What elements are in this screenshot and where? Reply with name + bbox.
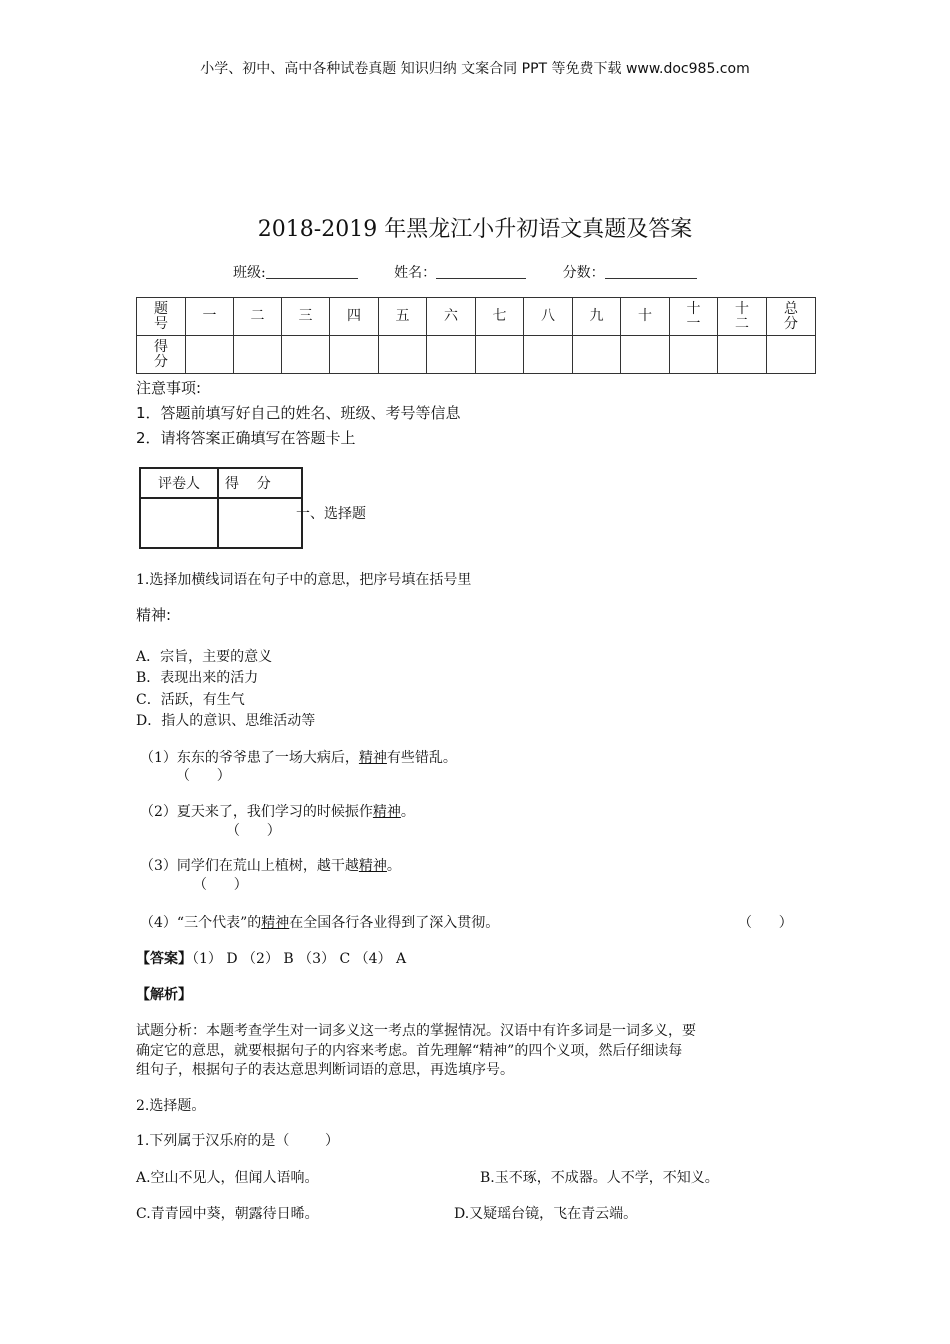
option-item: A.空山不见人，但闻人语响。 [136, 1170, 319, 1186]
score-cell [767, 336, 816, 374]
analysis-label: 【解析】 [136, 987, 192, 1003]
score-table [136, 297, 816, 374]
score-cell [330, 336, 379, 374]
option-item: D．指人的意识、思维活动等 [136, 713, 316, 729]
score-col-header: 九 [573, 298, 621, 336]
class-label: 班级: [233, 265, 266, 281]
score-cell [670, 336, 718, 374]
score-col-header: 总分 [767, 298, 816, 336]
score-col-header: 四 [330, 298, 379, 336]
score-cell [186, 336, 234, 374]
underlined-word: 精神 [358, 858, 387, 874]
option-item: B．表现出来的活力 [136, 670, 259, 686]
score-col-header: 十 [621, 298, 670, 336]
score-cell [621, 336, 670, 374]
score-cell [573, 336, 621, 374]
score-label: 分数： [562, 265, 605, 281]
score-col-header: 六 [427, 298, 476, 336]
option-item: C．活跃，有生气 [136, 692, 245, 708]
notes-title: 注意事项: [136, 379, 202, 397]
option-item: B.玉不琢，不成器。人不学，不知义。 [480, 1170, 719, 1186]
score-col-header: 十一 [670, 298, 718, 336]
answer-text: （1） D （2） B （3） C （4） A [192, 951, 407, 967]
sentence-item: （3）同学们在荒山上植树，越干越精神。 [140, 858, 401, 874]
option-item: A．宗旨，主要的意义 [136, 649, 273, 665]
name-blank [436, 264, 526, 279]
name-field [394, 262, 526, 282]
option-item: C.青青园中葵，朝露待日晞。 [136, 1206, 319, 1222]
question-title: 2.选择题。 [136, 1098, 206, 1114]
analysis-line: 确定它的意思，就要根据句子的内容来考虑。首先理解“精神”的四个义项，然后仔细读每 [136, 1043, 683, 1059]
reviewer-label: 评卷人 [140, 468, 218, 498]
page-header: 小学、初中、高中各种试卷真题 知识归纳 文案合同 PPT 等免费下载 www.doc985.com [200, 61, 750, 77]
score-col-header: 八 [524, 298, 573, 336]
score-cell [379, 336, 427, 374]
answer-parenthesis: （ ） [226, 823, 281, 839]
option-item: D.又疑瑶台镜，飞在青云端。 [454, 1206, 638, 1222]
student-info-line [233, 262, 729, 282]
answer-parenthesis: （ ） [176, 768, 231, 784]
score-col-header: 一 [186, 298, 234, 336]
class-field [233, 262, 358, 282]
underlined-word: 精神 [261, 915, 290, 931]
answer-parenthesis: （ ） [738, 915, 793, 931]
score-col-header: 十二 [718, 298, 767, 336]
score-field [563, 262, 697, 282]
note-item: 1．答题前填写好自己的姓名、班级、考号等信息 [136, 404, 461, 422]
answer-label: 【答案】 [136, 951, 192, 967]
score-col-header: 二 [234, 298, 282, 336]
name-label: 姓名： [394, 265, 437, 281]
score-table-row-header: 题号 [137, 298, 186, 336]
score-col-header: 五 [379, 298, 427, 336]
note-item: 2．请将答案正确填写在答题卡上 [136, 429, 356, 447]
section-heading: 一、选择题 [296, 506, 366, 522]
underlined-word: 精神 [358, 750, 387, 766]
grader-score-label: 得 分 [218, 468, 302, 498]
score-cell [718, 336, 767, 374]
score-cell [476, 336, 524, 374]
score-col-header: 三 [282, 298, 330, 336]
page-title: 2018-2019 年黑龙江小升初语文真题及答案 [257, 217, 693, 242]
analysis-line: 试题分析：本题考查学生对一词多义这一考点的掌握情况。汉语中有许多词是一词多义，要 [136, 1023, 696, 1039]
score-cell [524, 336, 573, 374]
score-table-row-header: 得分 [137, 336, 186, 374]
grader-table [139, 467, 303, 549]
underlined-word: 精神 [372, 804, 401, 820]
answer-line [136, 948, 406, 968]
question-stem: 1.下列属于汉乐府的是（ ） [136, 1133, 339, 1149]
score-table-score-row [137, 336, 816, 374]
score-cell [427, 336, 476, 374]
question-stem: 1.选择加横线词语在句子中的意思，把序号填在括号里 [136, 572, 472, 588]
word-label: 精神: [136, 606, 172, 624]
score-blank [605, 264, 697, 279]
sentence-item: （1）东东的爷爷患了一场大病后，精神有些错乱。 [140, 750, 457, 766]
class-blank [266, 264, 358, 279]
sentence-item: （4）“三个代表”的精神在全国各行各业得到了深入贯彻。 [140, 915, 500, 931]
score-col-header: 七 [476, 298, 524, 336]
answer-parenthesis: （ ） [193, 877, 248, 893]
sentence-item: （2）夏天来了，我们学习的时候振作精神。 [140, 804, 415, 820]
score-cell [282, 336, 330, 374]
score-cell [234, 336, 282, 374]
analysis-line: 组句子，根据句子的表达意思判断词语的意思，再选填序号。 [136, 1062, 514, 1078]
grader-score-cell [218, 498, 302, 548]
score-table-header-row [137, 298, 816, 336]
reviewer-cell [140, 498, 218, 548]
